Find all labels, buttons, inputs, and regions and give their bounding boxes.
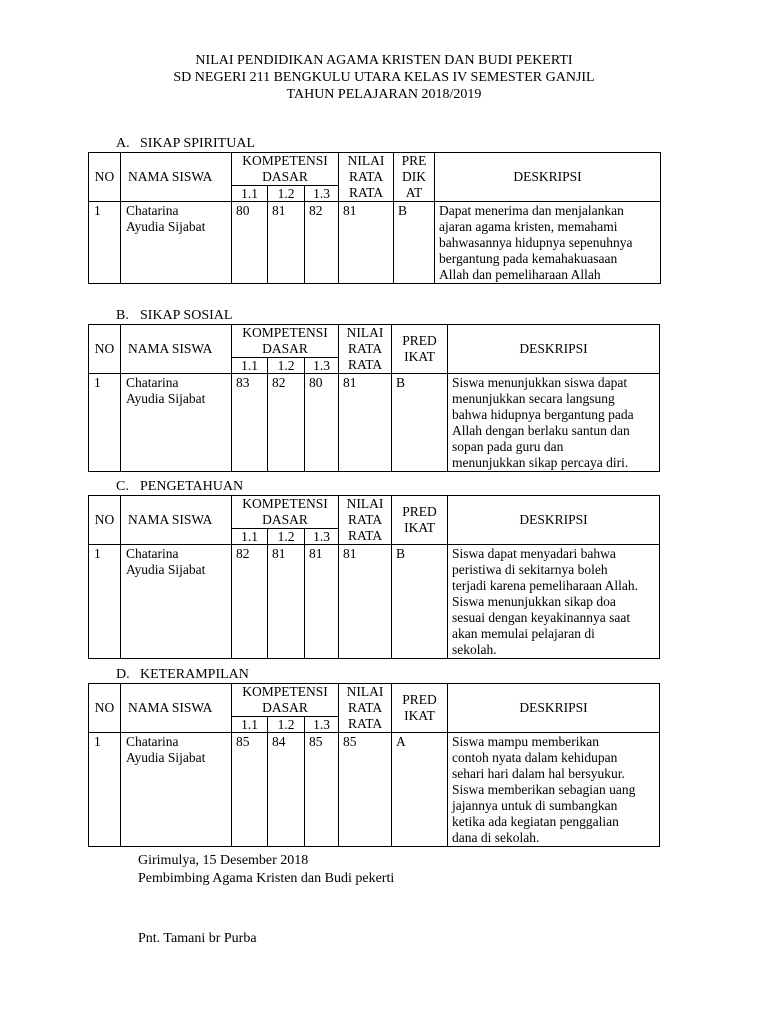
header-predikat: PRED IKAT — [392, 496, 448, 545]
title-line-3: TAHUN PELAJARAN 2018/2019 — [286, 87, 482, 102]
header-no: NO — [89, 325, 121, 374]
header-nilai-rata-rata: NILAI RATA RATA — [339, 496, 392, 545]
cell-kd-3: 82 — [305, 202, 339, 284]
cell-nama-siswa: Chatarina Ayudia Sijabat — [121, 545, 232, 659]
document-title — [0, 52, 768, 103]
cell-kd-2: 81 — [268, 545, 305, 659]
header-no: NO — [89, 153, 121, 202]
header-nama-siswa: NAMA SISWA — [121, 325, 232, 374]
header-kd-3: 1.3 — [305, 358, 339, 374]
header-kd-1: 1.1 — [232, 529, 268, 545]
cell-no: 1 — [89, 733, 121, 847]
title-line-1: NILAI PENDIDIKAN AGAMA KRISTEN DAN BUDI PEKERTI — [195, 53, 573, 68]
header-kd-3: 1.3 — [305, 529, 339, 545]
cell-nilai: 81 — [339, 374, 392, 472]
cell-nama-siswa: Chatarina Ayudia Sijabat — [121, 733, 232, 847]
cell-kd-3: 81 — [305, 545, 339, 659]
header-kd-2: 1.2 — [268, 186, 305, 202]
cell-kd-1: 82 — [232, 545, 268, 659]
section-a-table — [88, 152, 661, 284]
header-nilai-rata-rata: NILAI RATA RATA — [339, 325, 392, 374]
section-d-heading: D. KETERAMPILAN — [116, 667, 249, 682]
cell-predikat: B — [392, 374, 448, 472]
cell-kd-3: 85 — [305, 733, 339, 847]
cell-kd-3: 80 — [305, 374, 339, 472]
header-kd-3: 1.3 — [305, 186, 339, 202]
header-kompetensi-dasar: KOMPETENSI DASAR — [232, 684, 339, 717]
cell-kd-2: 81 — [268, 202, 305, 284]
cell-predikat: A — [392, 733, 448, 847]
section-d-table — [88, 683, 660, 847]
header-predikat: PRED IKAT — [392, 684, 448, 733]
cell-nilai: 81 — [339, 545, 392, 659]
section-c-table — [88, 495, 660, 659]
table-row — [89, 202, 661, 284]
header-predikat: PRED IKAT — [392, 325, 448, 374]
header-kompetensi-dasar: KOMPETENSI DASAR — [232, 325, 339, 358]
cell-deskripsi: Siswa dapat menyadari bahwa peristiwa di sekitarnya boleh terjadi karena pemeliharaan Allah. Siswa menunjukkan sikap doa sesuai dengan keyakinannya saat akan memulai pelajaran di sekolah. — [448, 545, 660, 659]
title-line-2: SD NEGERI 211 BENGKULU UTARA KELAS IV SEMESTER GANJIL — [173, 70, 595, 85]
cell-predikat: B — [394, 202, 435, 284]
section-c-heading: C. PENGETAHUAN — [116, 479, 244, 494]
header-deskripsi: DESKRIPSI — [448, 325, 660, 374]
cell-kd-1: 85 — [232, 733, 268, 847]
header-kd-2: 1.2 — [268, 717, 305, 733]
section-b-heading: B. SIKAP SOSIAL — [116, 308, 233, 323]
cell-deskripsi: Siswa mampu memberikan contoh nyata dalam kehidupan sehari hari dalam hal bersyukur. Siswa memberikan sebagian uang jajannya untuk di sumbangkan ketika ada kegiatan penggalian dana di sekolah. — [448, 733, 660, 847]
cell-kd-1: 80 — [232, 202, 268, 284]
header-no: NO — [89, 496, 121, 545]
cell-no: 1 — [89, 374, 121, 472]
cell-no: 1 — [89, 202, 121, 284]
cell-nama-siswa: Chatarina Ayudia Sijabat — [121, 202, 232, 284]
table-row — [89, 374, 660, 472]
cell-no: 1 — [89, 545, 121, 659]
cell-nilai: 81 — [339, 202, 394, 284]
header-no: NO — [89, 684, 121, 733]
section-b-table — [88, 324, 660, 472]
cell-predikat: B — [392, 545, 448, 659]
header-kd-2: 1.2 — [268, 358, 305, 374]
header-nilai-rata-rata: NILAI RATA RATA — [339, 684, 392, 733]
header-kd-3: 1.3 — [305, 717, 339, 733]
header-predikat: PRE DIK AT — [394, 153, 435, 202]
signature-block — [138, 852, 394, 888]
signatory-name: Pnt. Tamani br Purba — [138, 931, 257, 946]
table-row — [89, 545, 660, 659]
header-kd-1: 1.1 — [232, 717, 268, 733]
cell-kd-2: 82 — [268, 374, 305, 472]
header-nama-siswa: NAMA SISWA — [121, 496, 232, 545]
place-date: Girimulya, 15 Desember 2018 — [138, 853, 309, 868]
cell-kd-2: 84 — [268, 733, 305, 847]
header-kompetensi-dasar: KOMPETENSI DASAR — [232, 153, 339, 186]
header-kd-1: 1.1 — [232, 358, 268, 374]
header-kd-1: 1.1 — [232, 186, 268, 202]
cell-kd-1: 83 — [232, 374, 268, 472]
header-deskripsi: DESKRIPSI — [435, 153, 661, 202]
header-deskripsi: DESKRIPSI — [448, 684, 660, 733]
cell-deskripsi: Siswa menunjukkan siswa dapat menunjukkan secara langsung bahwa hidupnya bergantung pada Allah dengan berlaku santun dan sopan pada guru dan menunjukkan sikap percaya diri. — [448, 374, 660, 472]
cell-nilai: 85 — [339, 733, 392, 847]
header-kd-2: 1.2 — [268, 529, 305, 545]
cell-nama-siswa: Chatarina Ayudia Sijabat — [121, 374, 232, 472]
cell-deskripsi: Dapat menerima dan menjalankan ajaran agama kristen, memahami bahwasannya hidupnya sepenuhnya bergantung pada kemahakuasaan Allah dan pemeliharaan Allah — [435, 202, 661, 284]
header-nama-siswa: NAMA SISWA — [121, 153, 232, 202]
header-deskripsi: DESKRIPSI — [448, 496, 660, 545]
header-nilai-rata-rata: NILAI RATA RATA — [339, 153, 394, 202]
section-a-heading: A. SIKAP SPIRITUAL — [116, 136, 255, 151]
header-nama-siswa: NAMA SISWA — [121, 684, 232, 733]
header-kompetensi-dasar: KOMPETENSI DASAR — [232, 496, 339, 529]
table-row — [89, 733, 660, 847]
signer-role: Pembimbing Agama Kristen dan Budi pekerti — [138, 871, 395, 886]
